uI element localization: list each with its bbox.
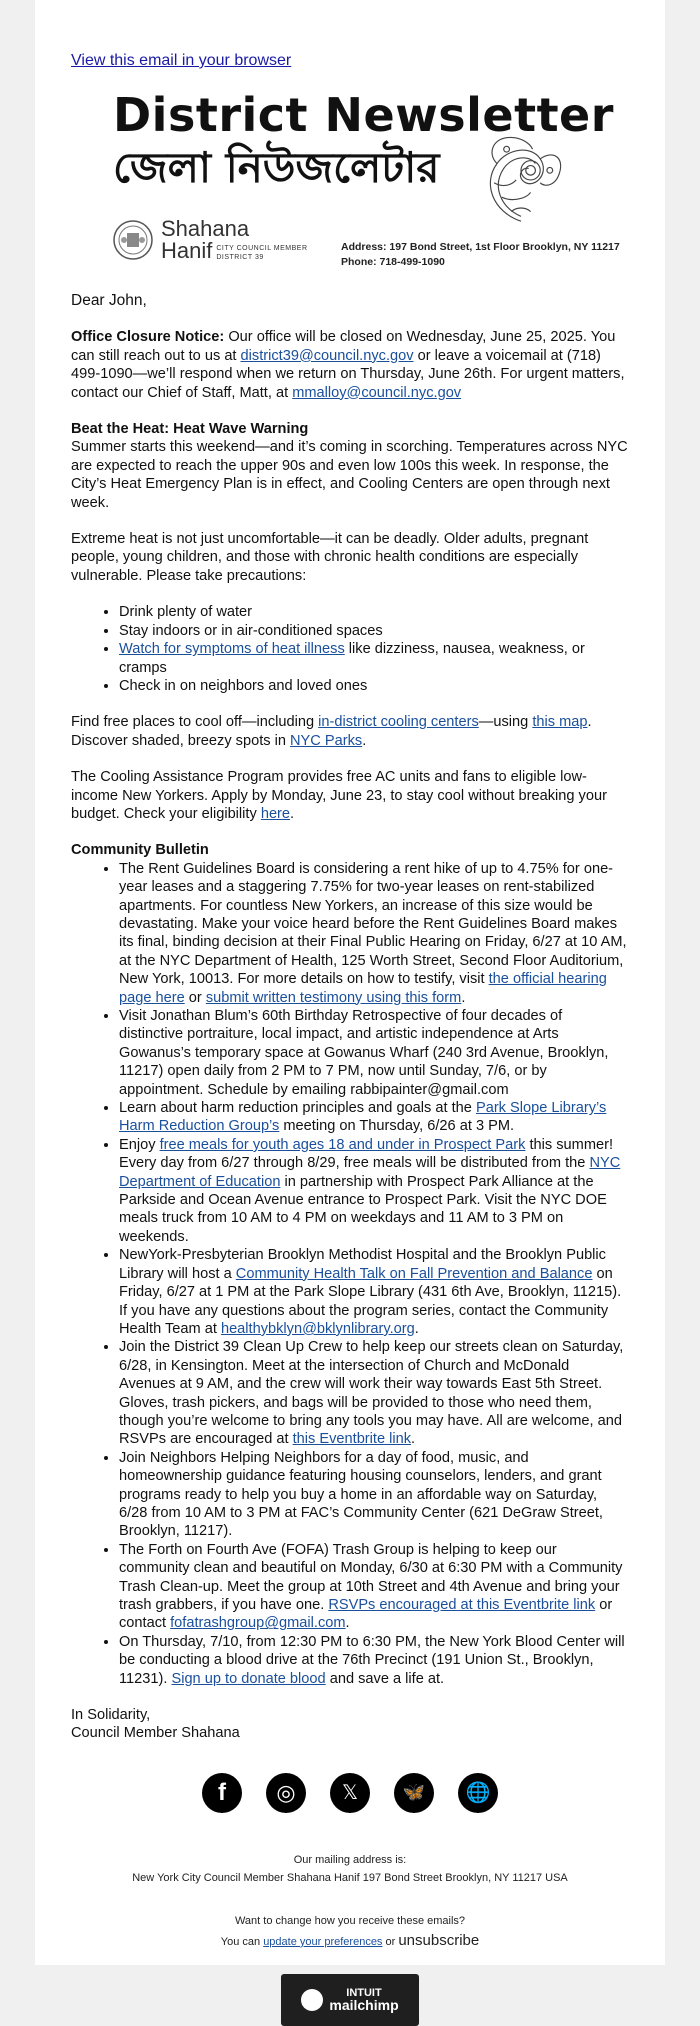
list-item: • Visit Jonathan Blum’s 60th Birthday Retrospective of four decades of distinctive portraiture, local impact, and artistic independence at Arts Gowanus’s temporary space at Gowanus Wharf (240 3rd Avenue, Brooklyn, 11217) open daily from 2 PM to 7 PM, now until Sunday, 7/6, or by appointment. Schedule by emailing rabbipainter@gmail.com [119,1007,629,1099]
footer [71,1773,629,2026]
instagram-icon[interactable]: ◎ [266,1773,306,1813]
b9-text-2: and save a life at. [325,1670,445,1687]
cleanup-eventbrite-link[interactable]: this Eventbrite link [292,1431,412,1448]
signoff [71,1706,629,1743]
council-member-brand [113,218,308,262]
facebook-icon[interactable]: f [202,1773,242,1813]
cooling-map-link[interactable]: this map [532,714,588,731]
b1-text-3: . [461,989,466,1006]
bulletin-heading: Community Bulletin [71,842,209,859]
list-item [119,640,629,677]
list-item: • Join Neighbors Helping Neighbors for a day of food, music, and homeownership guidance featuring housing counselors, lenders, and grant programs ready to help you buy a home in an affordable way on Saturday, 6/28 from 10 AM to 3 PM at FAC’s Community Center (621 DeGraw Street, Brooklyn, 11217). [119,1449,629,1541]
brand-name [161,218,308,262]
social-links [71,1773,629,1813]
cap-text-2: . [290,805,295,822]
mailing-address: New York City Council Member Shahana Hanif 197 Bond Street Brooklyn, NY 11217 USA [132,1871,568,1884]
mailchimp-logo-icon [301,1989,323,2011]
list-item [119,1136,629,1246]
brand-first-name: Shahana [161,216,250,241]
list-item [119,860,629,1007]
testimony-form-link[interactable]: submit written testimony using this form [205,989,462,1006]
mailchimp-badge[interactable] [281,1974,419,2026]
b8-text-2: or contact [119,1597,613,1632]
office-contact [341,240,620,270]
office-phone: Phone: 718-499-1090 [341,256,445,268]
list-item: • Check in on neighbors and loved ones [119,677,629,695]
fofa-email-link[interactable]: fofatrashgroup@gmail.com [170,1615,346,1632]
b1-text-1: The Rent Guidelines Board is considering a rent hike of up to 4.75% for one-year leases and a staggering 7.75% for two-year leases on rent-stabilized apartments. For countless New Yorkers, an increase of this size would be devastating. Make your voice heard before the Rent Guidelines Board makes its final, binding decision at their Final Public Hearing on Friday, 6/27 at 10 AM, at the NYC Department of Health, 125 Worth Street, Second Floor Auditorium, New York, 10013. For more details on how to testify, visit [119,860,627,988]
b4-text-2: this summer! Every day from 6/27 through 8/29, free meals will be distributed from the [119,1136,614,1172]
website-icon[interactable]: 🌐 [458,1773,498,1813]
precautions-list [71,603,629,695]
hearing-page-link[interactable]: the official hearing page here [119,971,607,1006]
mailchimp-badge-text [329,1987,398,2013]
b1-text-2: or [184,989,206,1006]
heat-illness-link[interactable]: Watch for symptoms of heat illness [119,641,345,658]
community-bulletin [71,841,629,1688]
district-email-link[interactable]: district39@council.nyc.gov [240,347,414,364]
unsubscribe-link[interactable]: unsubscribe [398,1931,480,1949]
b5-text-1: NewYork-Presbyterian Brooklyn Methodist Hospital and the Brooklyn Public Library will host a [119,1247,606,1282]
free-meals-link[interactable]: free meals for youth ages 18 and under in Prospect Park [159,1136,526,1153]
cooling-centers-link[interactable]: in-district cooling centers [318,714,479,731]
office-address: Address: 197 Bond Street, 1st Floor Brooklyn, NY 11217 [341,241,620,253]
health-talk-link[interactable]: Community Health Talk on Fall Prevention and Balance [235,1265,593,1282]
x-icon[interactable]: 𝕏 [330,1773,370,1813]
closure-label: Office Closure Notice: [71,329,225,346]
b8-text-3: . [345,1615,350,1632]
heat-paragraph-1: Summer starts this weekend—and it’s coming in scorching. Temperatures across NYC are expected to reach the upper 90s and even low 100s this week. In response, the City’s Heat Emergency Plan is in effect, and Cooling Centers are open through next week. [71,439,628,511]
b4-text-3: in partnership with Prospect Park Alliance at the Parkside and Ocean Avenue entrance to Prospect Park. Visit the NYC DOE meals truck from 10 AM to 4 PM on weekdays and 11 AM to 3 PM on weekends. [119,1173,607,1245]
list-item: • Stay indoors or in air-conditioned spaces [119,622,629,640]
cool-text-1: Find free places to cool off—including [71,714,319,731]
cool-text-3: . Discover shaded, breezy spots in [71,714,592,749]
greeting: Dear John, [71,292,147,309]
library-health-email-link[interactable]: healthybklyn@bklynlibrary.org [220,1320,415,1337]
view-in-browser-link[interactable]: View this email in your browser [71,52,292,69]
closure-text-1: Our office will be closed on Wednesday, June 25, 2025. You can still reach out to us at [71,329,616,364]
b8-text-1: The Forth on Fourth Ave (FOFA) Trash Group is helping to keep our community clean and beautiful on Monday, 6/30 at 6:30 PM with a Community Trash Clean-up. Meet the group at 10th Street and 4th Avenue and bring your trash grabbers, if you have one. [119,1541,623,1613]
badge-line-2: mailchimp [329,1996,399,2013]
nyc-parks-link[interactable]: NYC Parks [290,732,363,749]
badge-line-1: INTUIT [346,1986,382,1999]
harm-reduction-link[interactable]: Park Slope Library’s Harm Reduction Group’s [119,1100,607,1135]
newsletter-title-bengali: জেলা নিউজলেটার [113,142,440,192]
closure-text-2: or leave a voicemail at (718) 499-1090—we’ll respond when we return on Thursday, June 26th. For urgent matters, contact our Chief of Staff, Matt, at [71,347,625,401]
bulletin-list [71,860,629,1688]
heat-illness-text: like dizziness, nausea, weakness, or cramps [119,641,585,676]
bluesky-icon[interactable]: 🦋 [394,1773,434,1813]
newsletter-title: District Newsletter [113,88,614,142]
eligibility-link[interactable]: here [260,805,291,822]
list-item [119,1633,629,1688]
b3-text-2: meeting on Thursday, 6/26 at 3 PM. [279,1118,515,1135]
signoff-line-1: In Solidarity, [71,1707,151,1724]
b9-text-1: On Thursday, 7/10, from 12:30 PM to 6:30 PM, the New York Blood Center will be conducting a blood drive at the 76th Precinct (191 Union St., Brooklyn, 11231). [119,1633,625,1687]
fofa-eventbrite-link[interactable]: RSVPs encouraged at this Eventbrite link [328,1597,596,1613]
cooling-assistance-paragraph [71,768,629,823]
donate-blood-link[interactable]: Sign up to donate blood [171,1670,326,1687]
b5-text-3: . [414,1320,419,1337]
brand-subtitle-line1: CITY COUNCIL MEMBER [216,245,308,252]
paisley-mandala-icon [473,130,569,226]
b3-text-1: Learn about harm reduction principles and goals at the [119,1100,476,1117]
list-item [119,1541,629,1633]
list-item [119,1099,629,1136]
masthead [71,90,629,270]
email-body [71,292,629,1743]
cool-text-2: —using [478,714,533,731]
change-question: Want to change how you receive these emails? [234,1914,466,1927]
brand-subtitle [216,244,307,262]
nyc-doe-link[interactable]: NYC Department of Education [119,1155,621,1190]
cap-text-1: The Cooling Assistance Program provides free AC units and fans to eligible low-income New Yorkers. Apply by Monday, June 23, to stay cool without breaking your budget. Check your eligibility [71,769,607,822]
signoff-line-2: Council Member Shahana [71,1725,240,1742]
b4-text-1: Enjoy [119,1136,160,1153]
b6-text-2: . [411,1431,416,1448]
heat-paragraph-2: Extreme heat is not just uncomfortable—it can be deadly. Older adults, pregnant people, young children, and those with chronic health conditions are especially vulnerable. Please take precautions: [71,531,589,584]
city-seal-icon [113,220,153,260]
cool-text-4: . [362,732,367,749]
change-text-2: or [382,1935,399,1948]
list-item [119,1246,629,1338]
brand-subtitle-line2: DISTRICT 39 [216,254,264,261]
heat-section [71,420,629,823]
mailing-label: Our mailing address is: [293,1853,407,1866]
mailing-address-block [71,1851,629,1887]
preferences-line [71,1931,629,1952]
closure-notice [71,328,629,402]
brand-last-name: Hanif [161,238,213,263]
b6-text-1: Join the District 39 Clean Up Crew to help keep our streets clean on Saturday, 6/28, in Kensington. Meet at the intersection of Church and McDonald Avenues at 9 AM, and the crew will work their way towards East 5th Street. Gloves, trash pickers, and bags will be provided to those who need them, though you’re welcome to bring any tools you may have. All are welcome, and RSVPs are encouraged at [119,1339,624,1448]
heat-heading: Beat the Heat: Heat Wave Warning [71,421,309,438]
change-text-1: You can [220,1935,264,1948]
update-preferences-link[interactable]: update your preferences [263,1935,383,1948]
preferences-block [71,1911,629,1952]
b5-text-2: on Friday, 6/27 at 1 PM at the Park Slope Library (431 6th Ave, Brooklyn, 11215). If you have any questions about the program series, contact the Community Health Team at [119,1265,622,1337]
email-container [35,0,665,2013]
cooling-paragraph [71,713,629,750]
list-item: • Drink plenty of water [119,603,629,621]
chief-of-staff-email-link[interactable]: mmalloy@council.nyc.gov [292,384,462,401]
list-item [119,1338,629,1448]
